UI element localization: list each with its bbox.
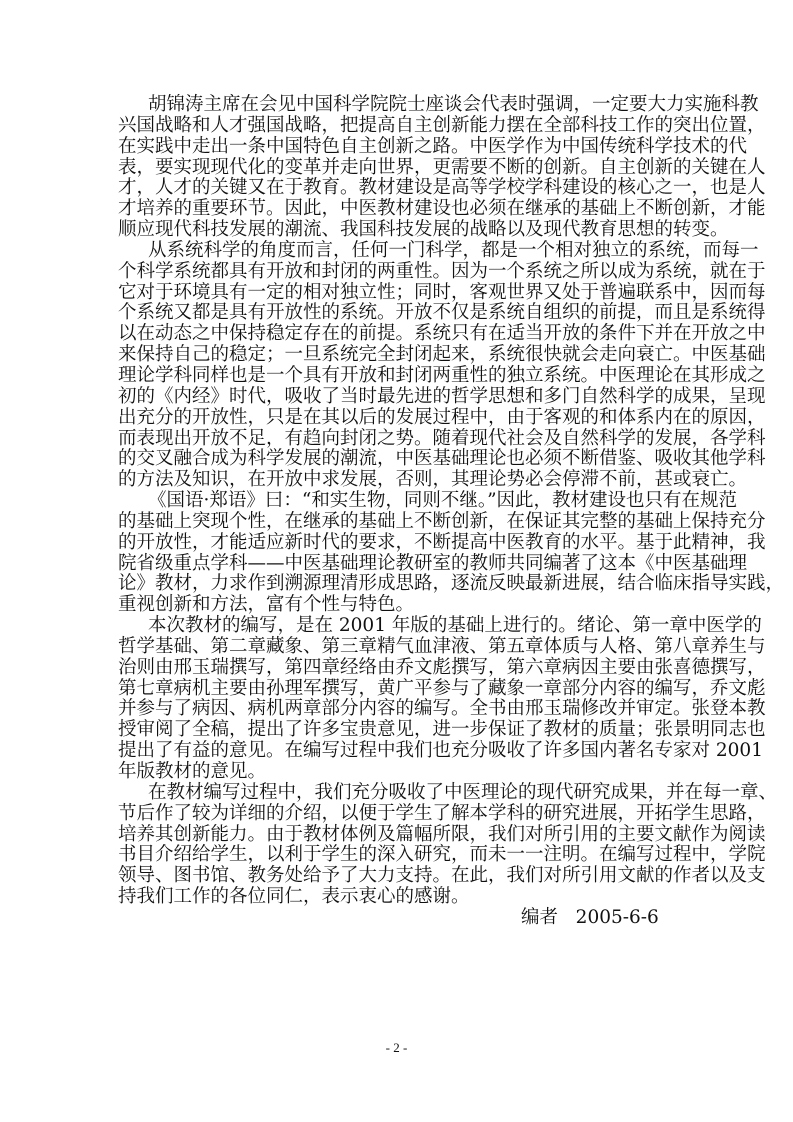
- text-line: 授审阅了全稿，提出了许多宝贵意见，进一步保证了教材的质量；张景明同志也: [118, 719, 766, 741]
- text-line: 在实践中走出一条中国特色自主创新之路。中医学作为中国传统科学技术的代: [118, 135, 748, 157]
- text-line: 本次教材的编写，是在 2001 年版的基础上进行的。绪论、第一章中医学的: [148, 615, 762, 637]
- text-line: 并参与了病因、病机两章部分内容的编写。全书由邢玉瑞修改并审定。张登本教: [118, 698, 766, 720]
- text-line: 书目介绍给学生，以利于学生的深入研究，而未一一注明。在编写过程中，学院: [118, 844, 766, 866]
- page-number: - 2 -: [385, 1040, 408, 1055]
- text-line: 领导、图书馆、教务处给予了大力支持。在此，我们对所引用文献的作者以及支: [118, 865, 766, 887]
- text-line: 表，要实现现代化的变革并走向世界，更需要不断的创新。自主创新的关键在人: [118, 156, 766, 178]
- text-line: 第七章病机主要由孙理军撰写，黄广平参与了藏象一章部分内容的编写，乔文彪: [118, 677, 766, 699]
- text-line: 而表现出开放不足，有趋向封闭之势。随着现代社会及自然科学的发展，各学科: [118, 427, 766, 449]
- paragraph: [118, 490, 785, 616]
- text-line: 提出了有益的意见。在编写过程中我们也充分吸收了许多国内著名专家对 2001: [118, 740, 763, 762]
- text-line: 的基础上突现个性，在继承的基础上不断创新，在保证其完整的基础上保持充分: [118, 510, 766, 532]
- text-line: 治则由邢玉瑞撰写，第四章经络由乔文彪撰写，第六章病因主要由张喜德撰写，: [118, 656, 766, 678]
- signature-author: 编者: [521, 907, 559, 928]
- text-line: 才培养的重要环节。因此，中医教材建设也必须在继承的基础上不断创新，才能: [118, 198, 766, 220]
- text-line: 重视创新和方法，富有个性与特色。: [118, 594, 415, 616]
- signature-date: 2005-6-6: [575, 907, 659, 928]
- text-line: 个系统又都是具有开放性的系统。开放不仅是系统自组织的前提，而且是系统得: [118, 302, 766, 324]
- text-line: 年版教材的意见。: [118, 761, 267, 782]
- text-line: 出充分的开放性，只是在其以后的发展过程中，由于客观的和体系内在的原因，: [118, 406, 766, 428]
- text-line: 从系统科学的角度而言，任何一门科学，都是一个相对独立的系统，而每一: [148, 239, 759, 261]
- text-line: 理论学科同样也是一个具有开放和封闭两重性的独立系统。中医理论在其形成之: [118, 364, 766, 386]
- text-line: 来保持自己的稳定；一旦系统完全封闭起来，系统很快就会走向衰亡。中医基础: [118, 344, 766, 366]
- text-line: 它对于环境具有一定的相对独立性；同时，客观世界又处于普遍联系中，因而每: [118, 281, 766, 303]
- paragraph: [118, 615, 766, 783]
- text-line: 兴国战略和人才强国战略，把提高自主创新能力摆在全部科技工作的突出位置，: [118, 114, 766, 136]
- signature: [521, 907, 659, 928]
- preface-body: [118, 94, 785, 908]
- text-line: 初的《内经》时代，吸收了当时最先进的哲学思想和多门自然科学的成果，呈现: [118, 385, 766, 407]
- text-line: 的开放性，才能适应新时代的要求，不断提高中医教育的水平。基于此精神，我: [118, 531, 766, 553]
- text-line: 《国语·郑语》曰：“和实生物，同则不继。”因此，教材建设也只有在规范: [148, 490, 738, 512]
- text-line: 的方法及知识，在开放中求发展，否则，其理论势必会停滞不前，甚或衰亡。: [118, 469, 748, 491]
- text-line: 在教材编写过程中，我们充分吸收了中医理论的现代研究成果，并在每一章、: [148, 781, 778, 803]
- text-line: 顺应现代科技发展的潮流、我国科技发展的战略以及现代教育思想的转变。: [118, 219, 729, 241]
- text-line: 的交叉融合成为科学发展的潮流，中医基础理论也必须不断借鉴、吸收其他学科: [118, 448, 766, 470]
- text-line: 哲学基础、第二章藏象、第三章精气血津液、第五章体质与人格、第八章养生与: [118, 635, 766, 657]
- text-line: 院省级重点学科——中医基础理论教研室的教师共同编著了这本《中医基础理: [118, 552, 748, 574]
- text-line: 节后作了较为详细的介绍，以便于学生了解本学科的研究进展，开拓学生思路，: [118, 802, 766, 824]
- text-line: 才，人才的关键又在于教育。教材建设是高等学校学科建设的核心之一，也是人: [118, 177, 766, 199]
- paragraph: [118, 239, 766, 491]
- text-line: 论》教材，力求作到溯源理清形成思路，逐流反映最新进展，结合临床指导实践，: [118, 573, 785, 595]
- text-line: 以在动态之中保持稳定存在的前提。系统只有在适当开放的条件下并在开放之中: [118, 323, 766, 345]
- text-line: 持我们工作的各位同仁，表示衷心的感谢。: [118, 886, 470, 908]
- paragraph: [118, 781, 778, 908]
- paragraph: [118, 94, 766, 241]
- text-line: 胡锦涛主席在会见中国科学院院士座谈会代表时强调，一定要大力实施科教: [148, 94, 759, 115]
- text-line: 个科学系统都具有开放和封闭的两重性。因为一个系统之所以成为系统，就在于: [118, 260, 766, 282]
- text-line: 培养其创新能力。由于教材体例及篇幅所限，我们对所引用的主要文献作为阅读: [118, 823, 766, 845]
